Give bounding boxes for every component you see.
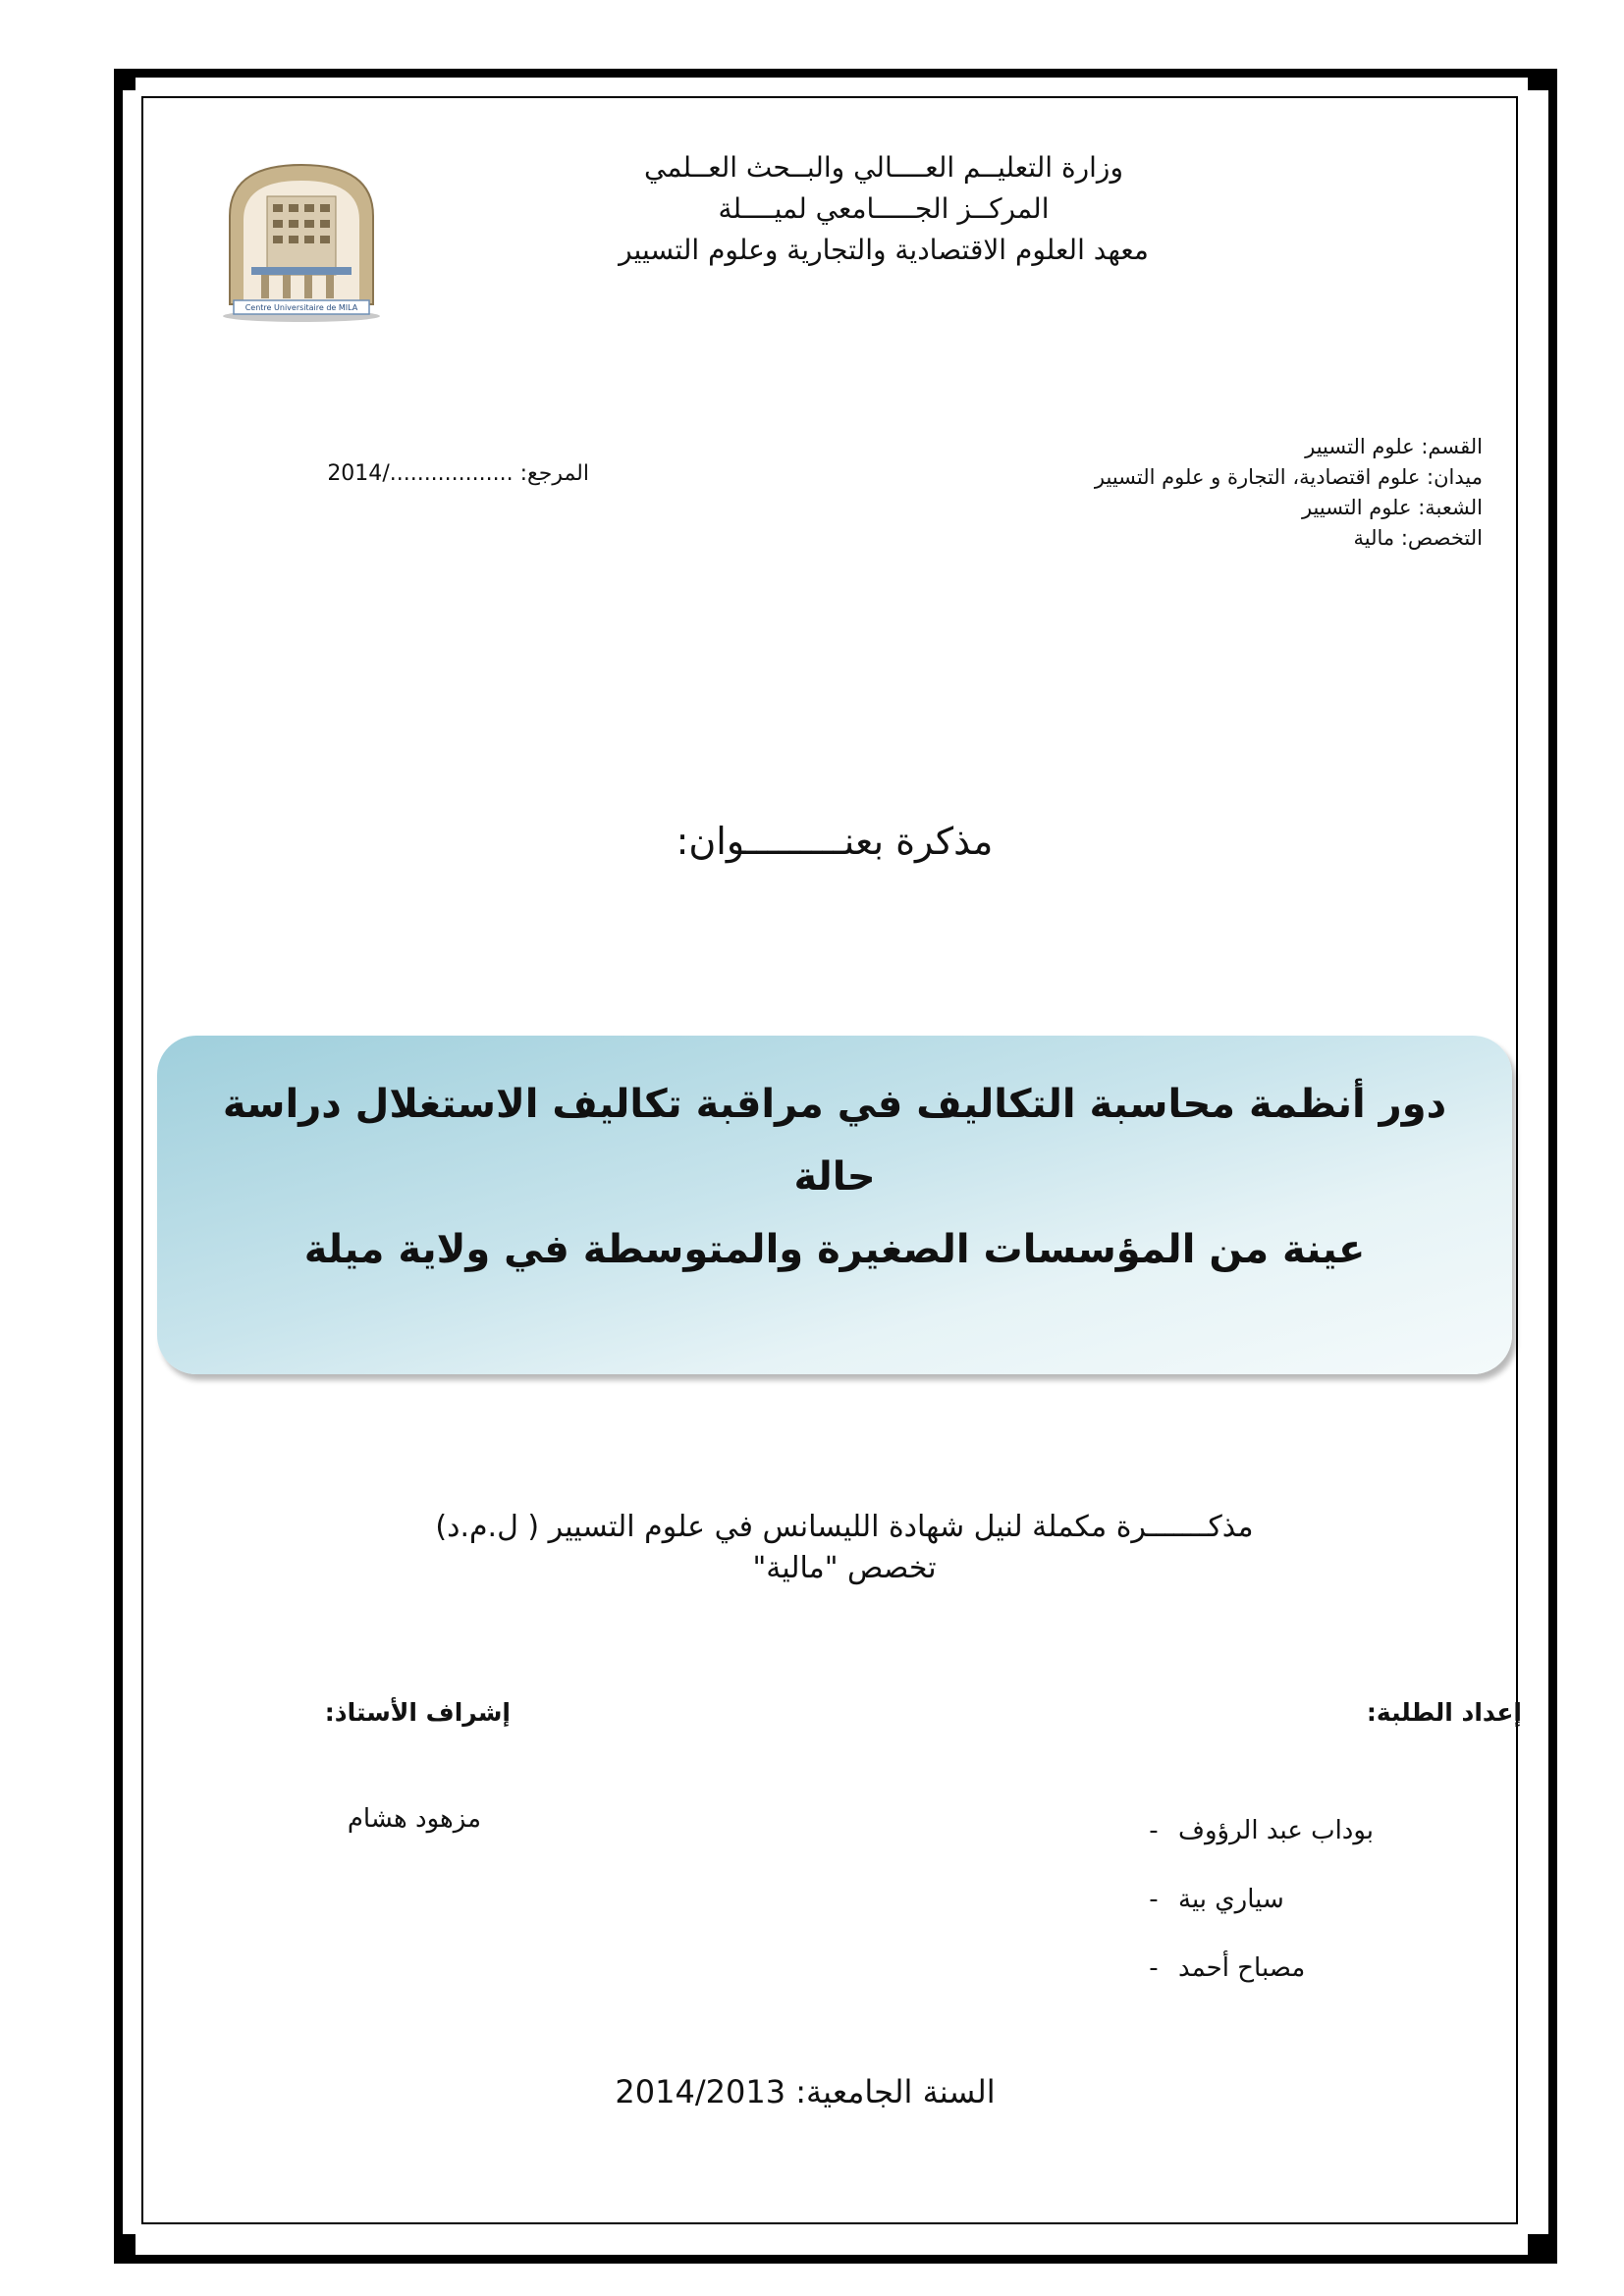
reference-number: المرجع: ................../2014 (327, 461, 589, 486)
student-name: مصباح أحمد (1178, 1953, 1306, 1983)
academic-year: السنة الجامعية: 2014/2013 (615, 2073, 996, 2110)
list-dash: - (1149, 1953, 1159, 1983)
corner-block (114, 2234, 135, 2256)
corner-block (1528, 69, 1549, 90)
list-item (1129, 1934, 1492, 2002)
supervisor-name: مزهود هشام (347, 1804, 481, 1834)
thesis-title (196, 1068, 1473, 1286)
student-name: سياري بية (1178, 1885, 1284, 1914)
specialty-quote-line: تخصص "مالية" (752, 1551, 937, 1585)
institution-header (511, 147, 1257, 271)
supervisor-label: إشراف الأستاذ: (324, 1698, 511, 1727)
field-line: ميدان: علوم اقتصادية، التجارة و علوم التسيير (1094, 465, 1483, 489)
center-line: المركــز الجـــــامعي لميــــلة (718, 192, 1050, 225)
list-item (1129, 1796, 1492, 1865)
degree-subtitle (353, 1507, 1335, 1589)
institute-line: معهد العلوم الاقتصادية والتجارية وعلوم التسيير (619, 234, 1149, 266)
student-name: بوداب عبد الرؤوف (1178, 1816, 1375, 1845)
logo-caption: Centre Universitaire de MILA (244, 303, 358, 312)
list-dash: - (1149, 1885, 1159, 1914)
list-item (1129, 1865, 1492, 1934)
corner-block (114, 69, 135, 90)
list-dash: - (1149, 1816, 1159, 1845)
department-info (884, 432, 1483, 554)
corner-block (1528, 2234, 1549, 2256)
degree-line: مذكـــــــرة مكملة لنيل شهادة الليسانس في علوم التسيير ( ل.م.د) (435, 1510, 1254, 1544)
university-logo (208, 157, 395, 324)
branch-line: الشعبة: علوم التسيير (1301, 496, 1483, 519)
students-label: إعداد الطلبة: (1366, 1698, 1522, 1727)
thesis-title-line-1: دور أنظمة محاسبة التكاليف في مراقبة تكاليف الاستغلال دراسة حالة (222, 1082, 1447, 1200)
students-list (1129, 1796, 1492, 2002)
specialty-line: التخصص: مالية (1353, 526, 1483, 550)
thesis-title-line-2: عينة من المؤسسات الصغيرة والمتوسطة في ولاية ميلة (303, 1227, 1366, 1272)
memo-heading: مذكرة بعنـــــــــوان: (676, 820, 994, 863)
department-line: القسم: علوم التسيير (1305, 435, 1483, 458)
ministry-line: وزارة التعليــم العــــالي والبــحث العــلمي (644, 151, 1123, 184)
